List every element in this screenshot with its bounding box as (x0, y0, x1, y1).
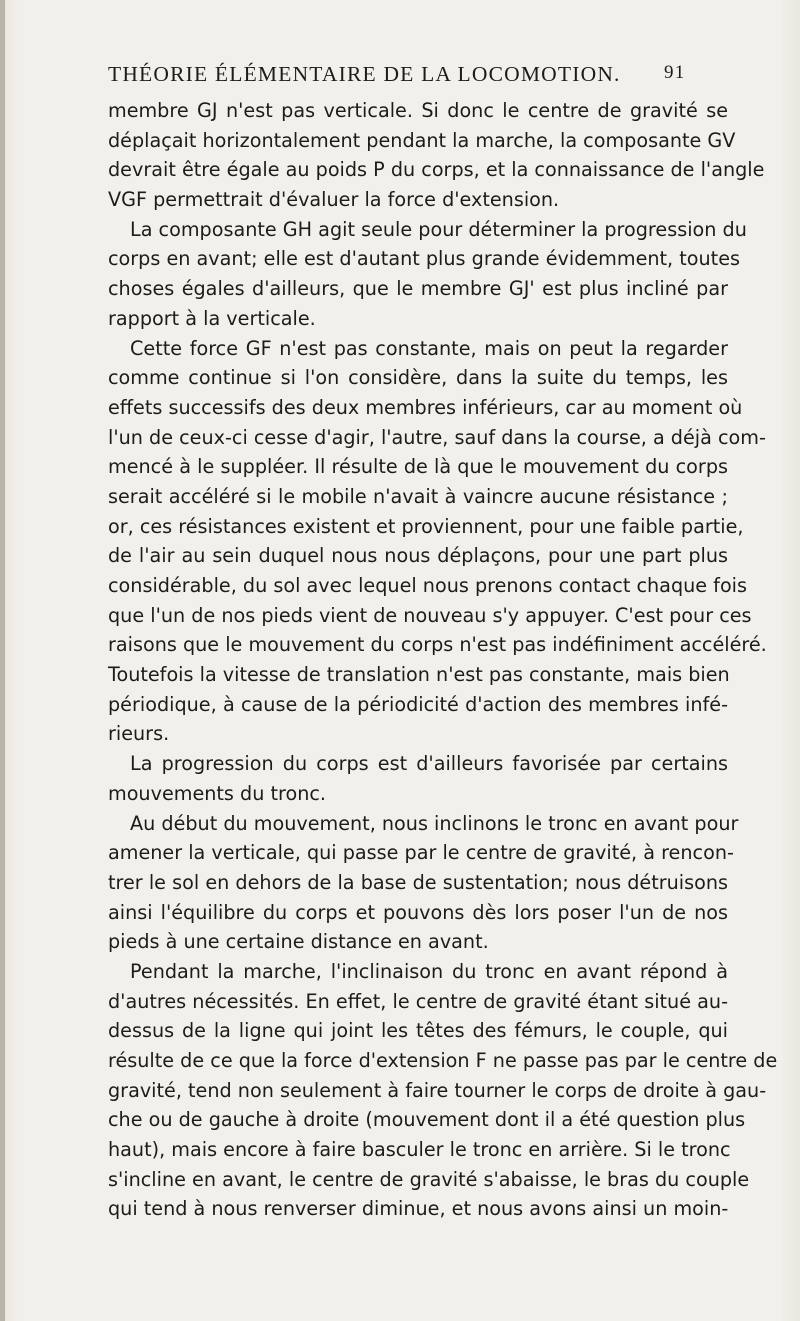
text-line: comme continue si l'on considère, dans la suite du temps, les (108, 366, 728, 390)
text-line: corps en avant; elle est d'autant plus grande évidemment, toutes (108, 247, 740, 271)
text-line: l'un de ceux-ci cesse d'agir, l'autre, sauf dans la course, a déjà com- (108, 425, 766, 449)
text-line: rapport à la verticale. (108, 306, 316, 330)
running-head-title: THÉORIE ÉLÉMENTAIRE DE LA LOCOMOTION. (108, 62, 621, 86)
text-line: déplaçait horizontalement pendant la marche, la composante GV (108, 128, 736, 152)
text-line: ainsi l'équilibre du corps et pouvons dès lors poser l'un de nos (108, 900, 728, 924)
text-line: haut), mais encore à faire basculer le tronc en arrière. Si le tronc (108, 1138, 731, 1162)
text-line: dessus de la ligne qui joint les têtes des fémurs, le couple, qui (108, 1019, 728, 1043)
text-line: raisons que le mouvement du corps n'est pas indéfiniment accéléré. (108, 633, 767, 657)
text-line: amener la verticale, qui passe par le centre de gravité, à rencon- (108, 841, 734, 865)
text-line: La progression du corps est d'ailleurs favorisée par certains (130, 752, 728, 776)
text-line: pieds à une certaine distance en avant. (108, 930, 489, 954)
text-line: rieurs. (108, 722, 170, 746)
text-line: périodique, à cause de la périodicité d'action des membres infé- (108, 692, 728, 716)
text-line: Au début du mouvement, nous inclinons le tronc en avant pour (130, 811, 739, 835)
text-line: s'incline en avant, le centre de gravité s'abaisse, le bras du couple (108, 1167, 750, 1191)
text-line: effets successifs des deux membres inférieurs, car au moment où (108, 395, 743, 419)
text-line: Toutefois la vitesse de translation n'est pas constante, mais bien (108, 663, 730, 687)
text-line: che ou de gauche à droite (mouvement dont il a été question plus (108, 1108, 746, 1132)
text-line: or, ces résistances existent et proviennent, pour une faible partie, (108, 514, 744, 538)
running-head (108, 62, 708, 92)
text-line: mencé à le suppléer. Il résulte de là que le mouvement du corps (108, 455, 728, 479)
text-line: qui tend à nous renverser diminue, et nous avons ainsi un moin- (108, 1197, 729, 1221)
text-line: de l'air au sein duquel nous nous déplaçons, pour une part plus (108, 544, 728, 568)
text-line: d'autres nécessités. En effet, le centre de gravité étant situé au- (108, 989, 728, 1013)
text-line: Pendant la marche, l'inclinaison du tronc en avant répond à (130, 959, 728, 983)
text-line: trer le sol en dehors de la base de sustentation; nous détruisons (108, 870, 728, 894)
text-line: VGF permettrait d'évaluer la force d'extension. (108, 188, 560, 212)
text-line: résulte de ce que la force d'extension F ne passe pas par le centre de (108, 1049, 778, 1072)
text-line: choses égales d'ailleurs, que le membre GJ' est plus incliné par (108, 277, 728, 301)
text-line: que l'un de nos pieds vient de nouveau s'y appuyer. C'est pour ces (108, 603, 752, 627)
page-number: 91 (664, 62, 686, 83)
text-line: serait accéléré si le mobile n'avait à vaincre aucune résistance ; (108, 484, 728, 508)
text-line: mouvements du tronc. (108, 781, 327, 805)
text-line: considérable, du sol avec lequel nous prenons contact chaque fois (108, 574, 748, 597)
text-line: devrait être égale au poids P du corps, et la connaissance de l'angle (108, 158, 765, 182)
text-line: gravité, tend non seulement à faire tourner le corps de droite à gau- (108, 1078, 767, 1102)
page-binding-edge (0, 0, 5, 1321)
text-line: La composante GH agit seule pour déterminer la progression du (130, 217, 747, 241)
body-text (108, 96, 778, 1224)
text-line: membre GJ n'est pas verticale. Si donc le centre de gravité se (108, 99, 728, 122)
text-line: Cette force GF n'est pas constante, mais on peut la regarder (130, 336, 728, 360)
